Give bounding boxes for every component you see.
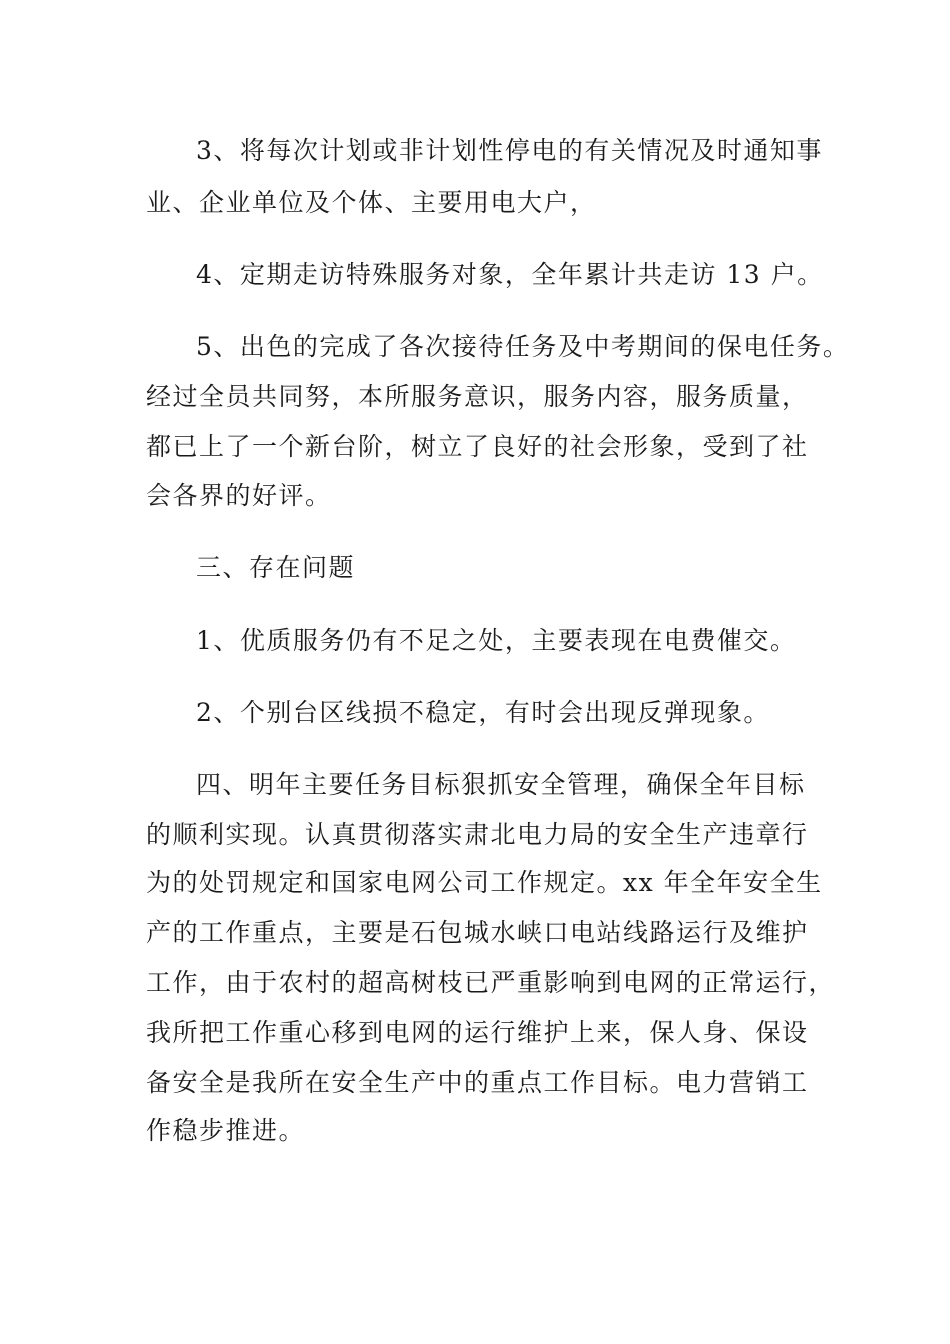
section-4-line-5: 工作，由于农村的超高树枝已严重影响到电网的正常运行， xyxy=(146,968,836,997)
section-4-line-3: 为的处罚规定和国家电网公司工作规定。xx 年全年安全生 xyxy=(146,868,823,897)
section-4-line-8: 作稳步推进。 xyxy=(146,1116,306,1145)
item-5-line-3: 都已上了一个新台阶，树立了良好的社会形象，受到了社 xyxy=(146,432,809,461)
section-4-line-6: 我所把工作重心移到电网的运行维护上来，保人身、保设 xyxy=(146,1018,809,1047)
item-5-line-2: 经过全员共同努，本所服务意识，服务内容，服务质量， xyxy=(146,382,809,411)
problem-2-line-1: 2、个别台区线损不稳定，有时会出现反弹现象。 xyxy=(196,698,770,727)
section-4-line-2: 的顺利实现。认真贯彻落实肃北电力局的安全生产违章行 xyxy=(146,820,809,849)
item-4-line-1: 4、定期走访特殊服务对象，全年累计共走访 13 户。 xyxy=(196,260,824,289)
item-5-line-1: 5、出色的完成了各次接待任务及中考期间的保电任务。 xyxy=(196,332,850,361)
problem-1-line-1: 1、优质服务仍有不足之处，主要表现在电费催交。 xyxy=(196,626,797,655)
section-4-line-4: 产的工作重点，主要是石包城水峡口电站线路运行及维护 xyxy=(146,918,809,947)
item-3-line-2: 业、企业单位及个体、主要用电大户， xyxy=(146,188,597,217)
item-3-line-1: 3、将每次计划或非计划性停电的有关情况及时通知事 xyxy=(196,136,823,165)
section-4-line-1: 四、明年主要任务目标狠抓安全管理，确保全年目标 xyxy=(196,770,806,799)
section-4-line-7: 备安全是我所在安全生产中的重点工作目标。电力营销工 xyxy=(146,1068,809,1097)
section-heading-problems: 三、存在问题 xyxy=(196,553,356,582)
item-5-line-4: 会各界的好评。 xyxy=(146,481,332,510)
